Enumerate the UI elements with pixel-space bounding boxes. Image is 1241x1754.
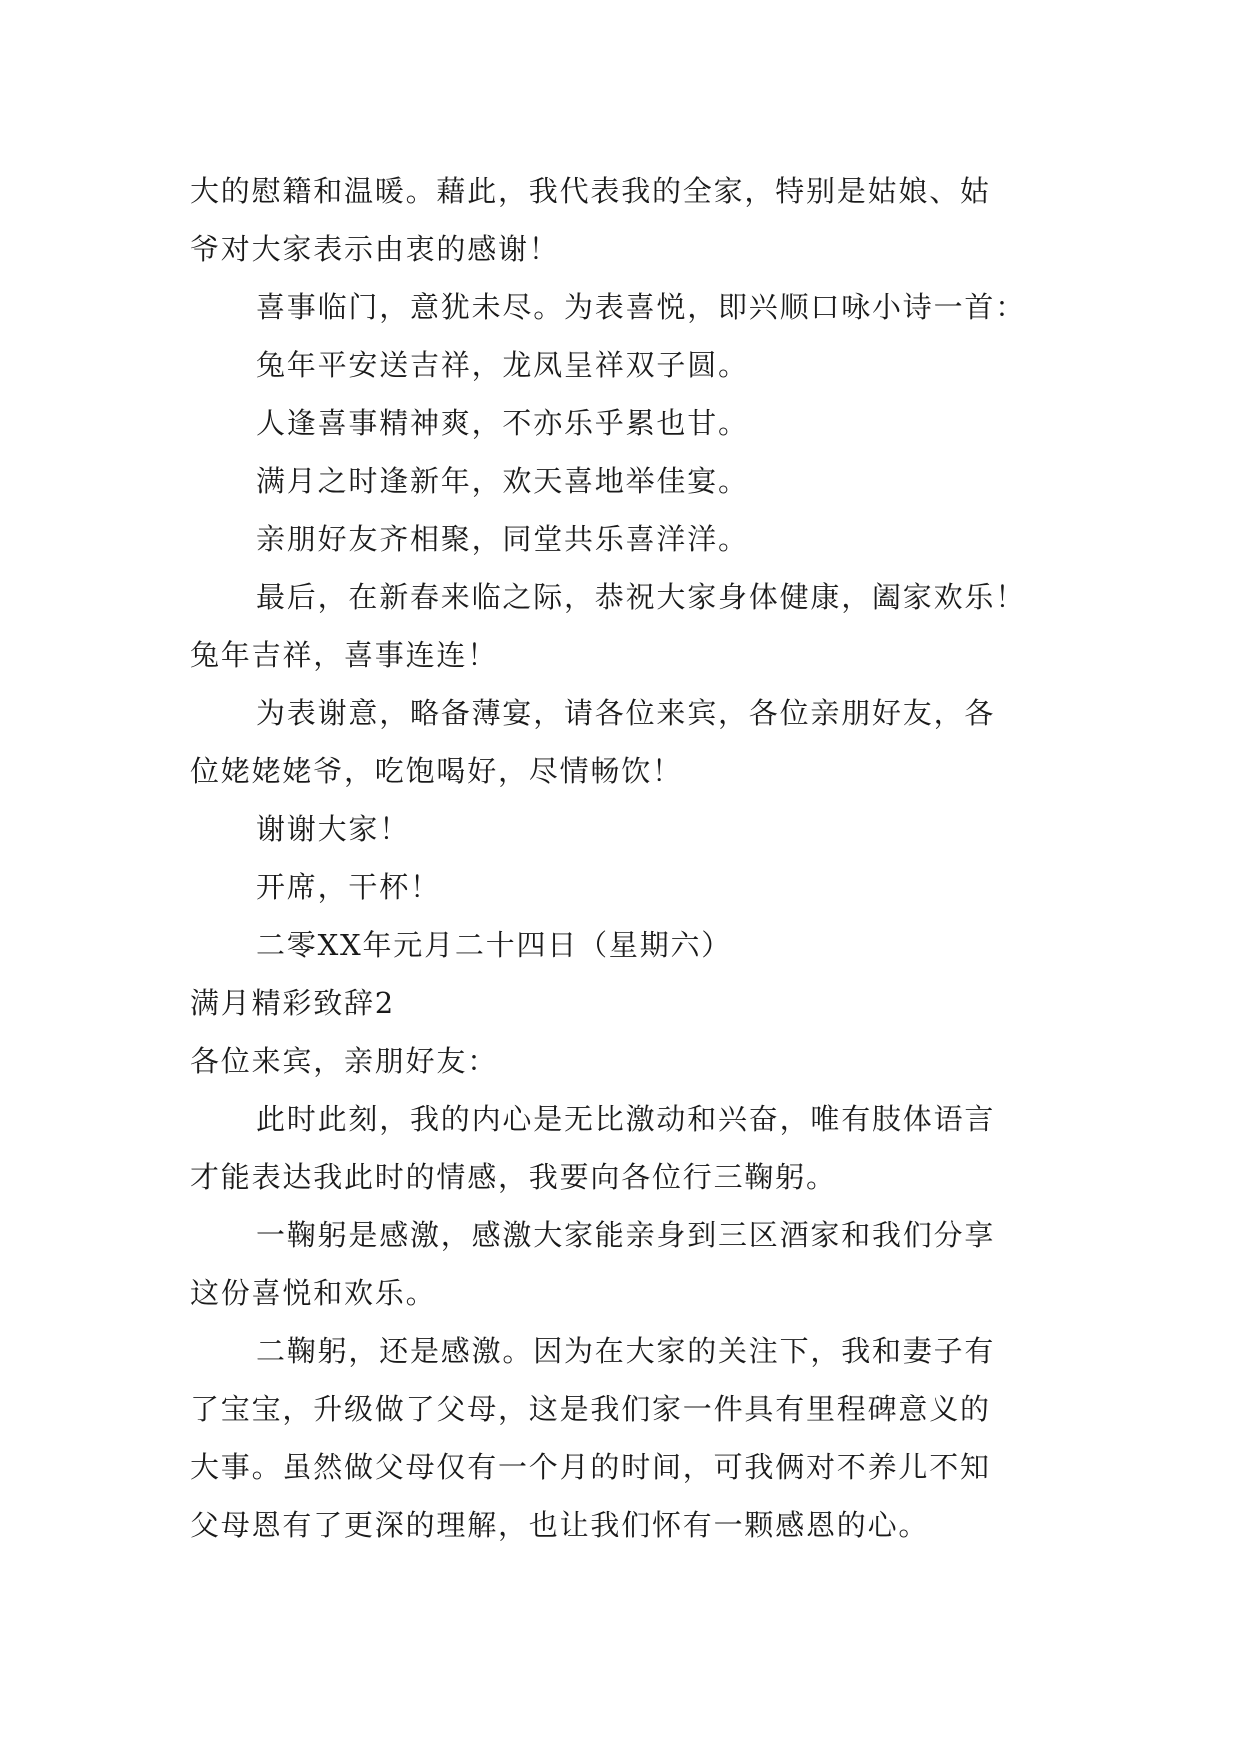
poem-line: 兔年平安送吉祥，龙凤呈祥双子圆。 bbox=[256, 348, 749, 382]
document-body bbox=[190, 162, 1050, 1554]
text-line: 最后，在新春来临之际，恭祝大家身体健康，阖家欢乐！ bbox=[256, 580, 1027, 614]
poem-line: 人逢喜事精神爽，不亦乐乎累也甘。 bbox=[256, 406, 749, 440]
text-line: 父母恩有了更深的理解，也让我们怀有一颗感恩的心。 bbox=[190, 1508, 930, 1542]
poem-line: 亲朋好友齐相聚，同堂共乐喜洋洋。 bbox=[256, 522, 749, 556]
text-line: 这份喜悦和欢乐。 bbox=[190, 1276, 437, 1310]
text-line: 大的慰籍和温暖。藉此，我代表我的全家，特别是姑娘、姑 bbox=[190, 174, 991, 208]
text-line: 喜事临门，意犹未尽。为表喜悦，即兴顺口咏小诗一首： bbox=[256, 290, 1027, 324]
section-heading: 满月精彩致辞2 bbox=[190, 986, 396, 1020]
text-line: 谢谢大家！ bbox=[256, 812, 411, 846]
text-line: 大事。虽然做父母仅有一个月的时间，可我俩对不养儿不知 bbox=[190, 1450, 991, 1484]
salutation: 各位来宾，亲朋好友： bbox=[190, 1044, 499, 1078]
date-line: 二零XX年元月二十四日（星期六） bbox=[256, 928, 733, 962]
poem-line: 满月之时逢新年，欢天喜地举佳宴。 bbox=[256, 464, 749, 498]
text-line: 二鞠躬，还是感激。因为在大家的关注下，我和妻子有 bbox=[256, 1334, 996, 1368]
text-line: 开席，干杯！ bbox=[256, 870, 441, 904]
text-line: 为表谢意，略备薄宴，请各位来宾，各位亲朋好友，各 bbox=[256, 696, 996, 730]
text-line: 了宝宝，升级做了父母，这是我们家一件具有里程碑意义的 bbox=[190, 1392, 991, 1426]
text-line: 兔年吉祥，喜事连连！ bbox=[190, 638, 499, 672]
text-line: 位姥姥姥爷，吃饱喝好，尽情畅饮！ bbox=[190, 754, 683, 788]
text-line: 才能表达我此时的情感，我要向各位行三鞠躬。 bbox=[190, 1160, 837, 1194]
text-line: 爷对大家表示由衷的感谢！ bbox=[190, 232, 560, 266]
text-line: 一鞠躬是感激，感激大家能亲身到三区酒家和我们分享 bbox=[256, 1218, 996, 1252]
text-line: 此时此刻，我的内心是无比激动和兴奋，唯有肢体语言 bbox=[256, 1102, 996, 1136]
